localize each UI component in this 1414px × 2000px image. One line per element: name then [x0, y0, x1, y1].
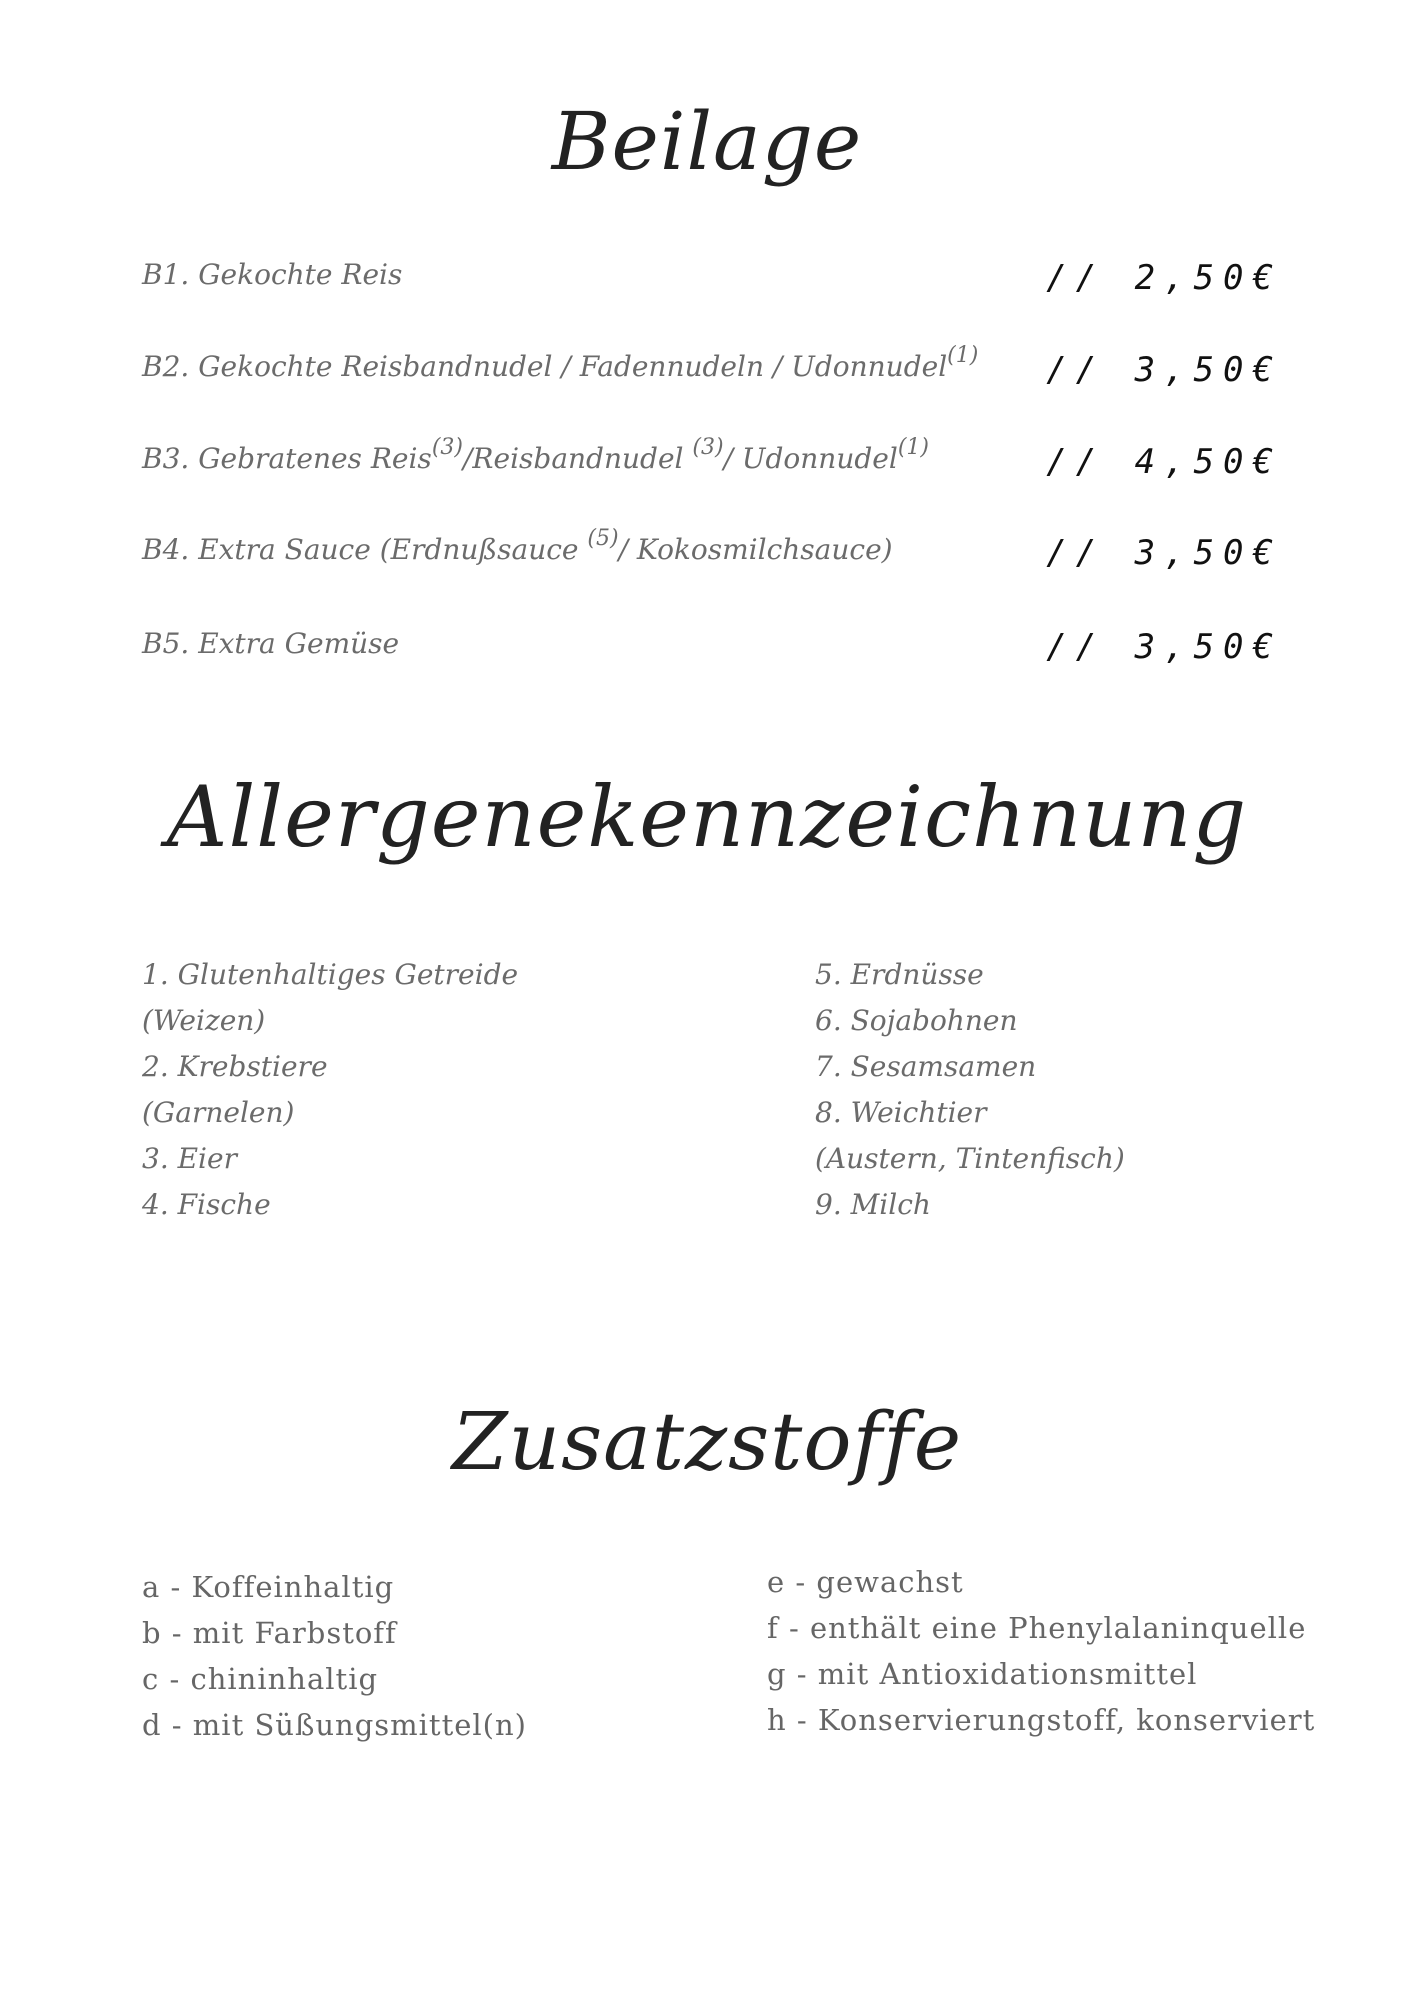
additive-item: f - enthält eine Phenylalaninquelle	[767, 1611, 1307, 1645]
additive-item: g - mit Antioxidationsmittel	[767, 1657, 1198, 1691]
menu-item-name	[142, 435, 929, 475]
allergen-item: 3. Eier	[142, 1142, 237, 1175]
allergen-note: (3)	[431, 435, 463, 460]
menu-item-name-part: /Reisbandnudel	[462, 442, 693, 475]
additive-item: h - Konservierungstoff, konserviert	[767, 1703, 1316, 1737]
additive-item: a - Koffeinhaltig	[142, 1570, 395, 1604]
additive-item: b - mit Farbstoff	[142, 1616, 397, 1650]
menu-item-b2	[142, 343, 1282, 400]
additive-item: c - chininhaltig	[142, 1662, 379, 1696]
menu-item-name	[142, 526, 893, 566]
allergen-note: (3)	[692, 435, 724, 460]
allergen-item: 6. Sojabohnen	[815, 1004, 1018, 1037]
menu-item-name	[142, 343, 979, 383]
allergen-item: 8. Weichtier	[815, 1096, 987, 1129]
menu-item-name-part: B4. Extra Sauce (Erdnußsauce	[142, 533, 588, 566]
allergen-item: 2. Krebstiere	[142, 1050, 328, 1083]
menu-item-price: // 3,50€	[1046, 350, 1282, 390]
allergen-list-left	[142, 952, 518, 1228]
allergen-note: (1)	[947, 343, 979, 368]
allergen-item: 1. Glutenhaltiges Getreide	[142, 958, 519, 991]
menu-item-b1	[142, 258, 1282, 308]
menu-item-b3	[142, 435, 1282, 492]
additive-list-right	[767, 1559, 1315, 1743]
additive-item: d - mit Süßungsmittel(n)	[142, 1708, 527, 1742]
beilage-heading: Beilage	[551, 95, 863, 188]
allergen-note: (5)	[587, 526, 619, 551]
menu-item-name-part: B3. Gebratenes Reis	[142, 442, 432, 475]
menu-item-b5	[142, 627, 1282, 677]
allergen-heading: Allergenekennzeichnung	[166, 768, 1248, 866]
menu-item-name-text: B2. Gekochte Reisbandnudel / Fadennudeln / Udonnudel	[142, 350, 948, 383]
allergen-item: (Weizen)	[142, 1004, 266, 1037]
allergen-item: 5. Erdnüsse	[815, 958, 984, 991]
menu-item-price: // 3,50€	[1046, 533, 1282, 573]
menu-item-price: // 4,50€	[1046, 442, 1282, 482]
menu-item-b4	[142, 526, 1282, 583]
allergen-item: (Garnelen)	[142, 1096, 295, 1129]
menu-item-name-part: / Udonnudel	[723, 442, 898, 475]
additive-item: e - gewachst	[767, 1565, 964, 1599]
allergen-item: 4. Fische	[142, 1188, 271, 1221]
allergen-list-right	[815, 952, 1125, 1228]
menu-item-name: B5. Extra Gemüse	[142, 627, 400, 660]
menu-item-name: B1. Gekochte Reis	[142, 258, 403, 291]
allergen-item: 9. Milch	[815, 1188, 931, 1221]
allergen-item: (Austern, Tintenfisch)	[815, 1142, 1125, 1175]
menu-item-name-part: / Kokosmilchsauce)	[618, 533, 893, 566]
menu-item-price: // 3,50€	[1046, 627, 1282, 667]
allergen-item: 7. Sesamsamen	[815, 1050, 1037, 1083]
menu-item-price: // 2,50€	[1046, 258, 1282, 298]
additive-list-left	[142, 1564, 527, 1748]
allergen-note: (1)	[897, 435, 929, 460]
zusatzstoffe-heading: Zusatzstoffe	[451, 1395, 963, 1488]
